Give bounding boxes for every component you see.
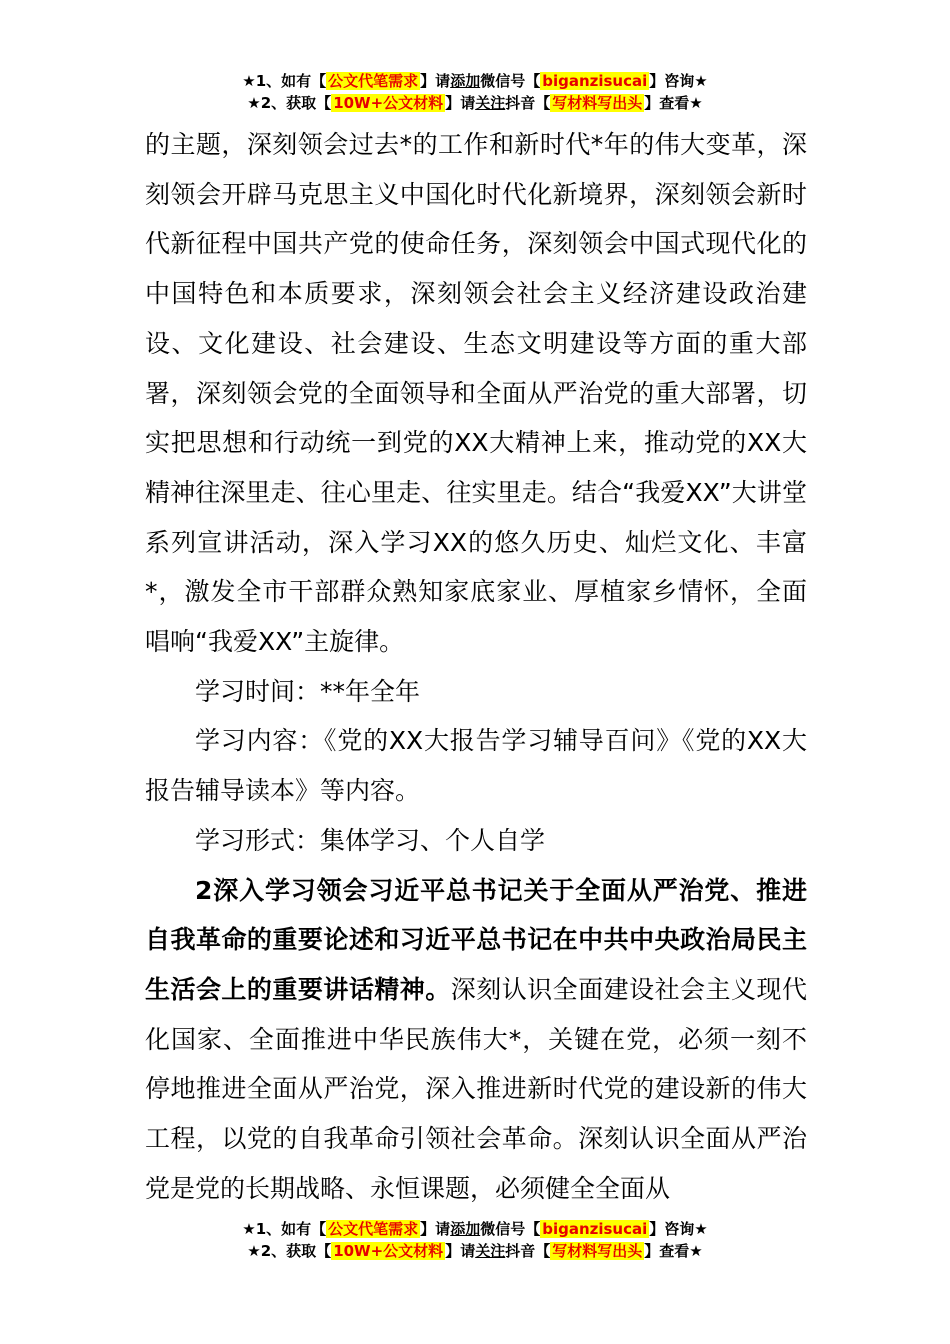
footer-banner bbox=[0, 1218, 950, 1262]
study-content: 学习内容：《党的XX大报告学习辅导百问》《党的XX大报告辅导读本》等内容。 bbox=[145, 726, 807, 806]
banner-line-1: ★1、如有【 公文代笔需求 】请添加微信号【 biganzisucai 】咨询★ bbox=[242, 72, 708, 90]
study-form: 学习形式：集体学习、个人自学 bbox=[195, 825, 546, 855]
item-2-heading: 2深入学习领会习近平总书记关于全面从严治党、推进自我革命的重要论述和习近平总书记在中共中央政治局民主生活会上的重要讲话精神。 bbox=[145, 875, 807, 1004]
footer-line-1: ★1、如有【 公文代笔需求 】请添加微信号【 biganzisucai 】咨询★ bbox=[242, 1220, 708, 1238]
highlight-materials: 10W+公文材料 bbox=[333, 94, 444, 112]
banner-line-2: ★2、获取【 10W+公文材料 】请关注抖音【 写材料写出头 】查看★ bbox=[247, 94, 703, 112]
header-banner bbox=[0, 70, 950, 114]
paragraph-theme: 的主题，深刻领会过去*的工作和新时代*年的伟大变革，深刻领会开辟马克思主义中国化时代化新境界，深刻领会新时代新征程中国共产党的使命任务，深刻领会中国式现代化的中国特色和本质要求，深刻领会社会主义经济建设政治建设、文化建设、社会建设、生态文明建设等方面的重大部署，深刻领会党的全面领导和全面从严治党的重大部署，切实把思想和行动统一到党的XX大精神上来，推动党的XX大精神往深里走、往心里走、往实里走。结合“我爱XX”大讲堂系列宣讲活动，深入学习XX的悠久历史、灿烂文化、丰富*，激发全市干部群众熟知家底家业、厚植家乡情怀，全面唱响“我爱XX”主旋律。 bbox=[145, 130, 807, 657]
highlight-wechat-id: biganzisucai bbox=[542, 72, 648, 90]
highlight-douyin-id: 写材料写出头 bbox=[552, 94, 643, 112]
item-2-paragraph bbox=[145, 866, 807, 1214]
document-body bbox=[145, 120, 807, 1213]
footer-line-2: ★2、获取【 10W+公文材料 】请关注抖音【 写材料写出头 】查看★ bbox=[247, 1242, 703, 1260]
item-2-body: 深刻认识全面建设社会主义现代化国家、全面推进中华民族伟大*，关键在党，必须一刻不停地推进全面从严治党，深入推进新时代党的建设新的伟大工程，以党的自我革命引领社会革命。深刻认识全面从严治党是党的长期战略、永恒课题，必须健全全面从 bbox=[145, 974, 807, 1203]
study-time: 学习时间：**年全年 bbox=[195, 676, 421, 706]
highlight-service: 公文代笔需求 bbox=[328, 72, 419, 90]
